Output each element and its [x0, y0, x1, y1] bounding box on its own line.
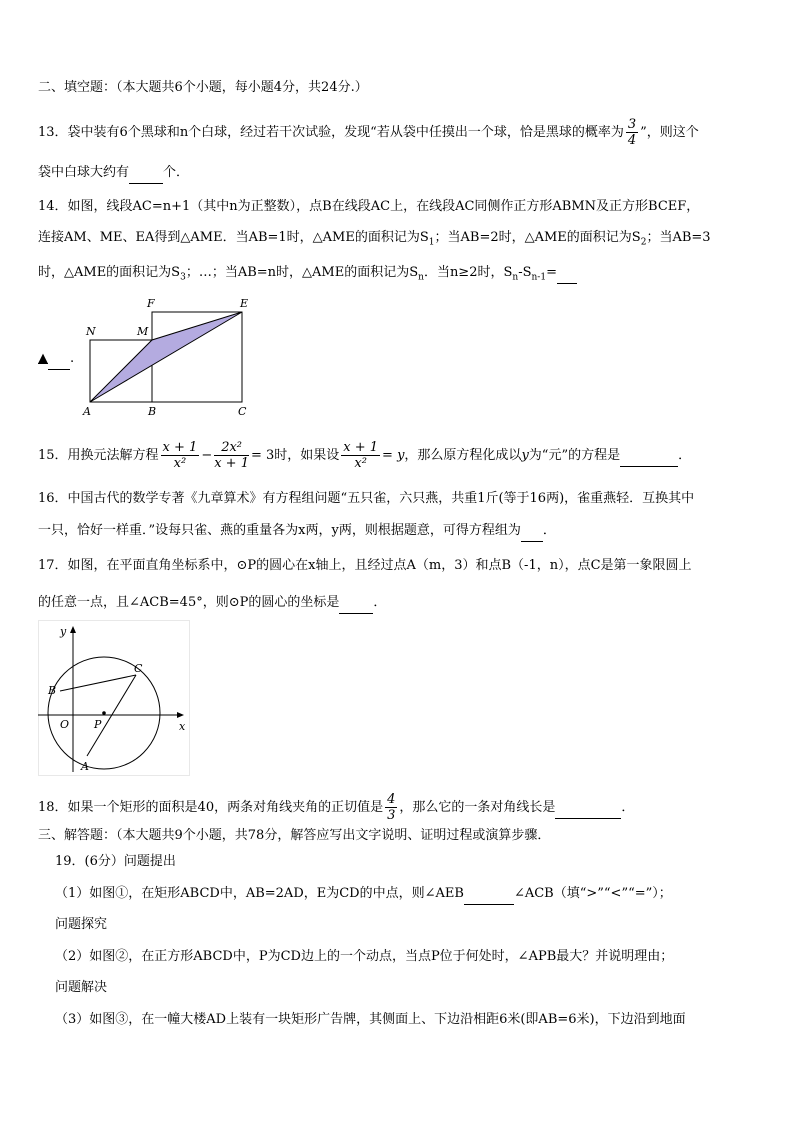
q15-text: 15．用换元法解方程 [38, 448, 159, 463]
q16-text: ． [542, 523, 556, 538]
question-13-line-1 [38, 117, 699, 148]
q13-text-b: ”，则这个 [640, 125, 699, 140]
q13-fraction-num: 3 [627, 117, 637, 132]
q14-text: ；当AB=3 [646, 230, 711, 245]
question-13-line-2 [38, 163, 189, 184]
q16-text: 一只，恰好一样重．”设每只雀、燕的重量各为x两，y两，则根据题意，可得方程组为 [38, 523, 521, 538]
q15-fraction-3 [341, 440, 380, 471]
label-e: E [240, 297, 249, 310]
label-n: N [86, 325, 96, 338]
q15-fraction-den: x² [354, 456, 367, 471]
q18-fraction-den: 3 [387, 808, 396, 823]
q18-text: ． [621, 800, 635, 815]
x-axis-arrow [177, 712, 184, 718]
q14-marker-dot: . [70, 351, 75, 366]
q14-text: ．当n≥2时，S [423, 265, 513, 280]
q14-text: 连接AM、ME、EA得到△AME．当AB=1时，△AME的面积记为S [38, 230, 429, 245]
q18-text: ，那么它的一条对角线长是 [399, 800, 556, 815]
q15-text: = 3时，如果设 [250, 448, 340, 463]
label-p: P [94, 718, 102, 731]
question-14-line-1: 14．如图，线段AC=n+1（其中n为正整数），点B在线段AC上，在线段AC同侧作正方形ABMN及正方形BCEF， [38, 199, 700, 214]
q14-sub: 3 [180, 272, 186, 283]
q18-text: 18．如果一个矩形的面积是40，两条对角线夹角的正切值是 [38, 800, 384, 815]
q15-fraction-den: x² [173, 456, 187, 471]
question-19-heading-solve: 问题解决 [55, 980, 108, 995]
q19-text: （1）如图①，在矩形ABCD中，AB=2AD，E为CD的中点，则∠AEB [55, 886, 464, 901]
question-16-line-2 [38, 521, 556, 542]
label-c: C [134, 662, 143, 675]
q14-marker-blank [48, 349, 70, 370]
figure-frame [39, 621, 190, 776]
q13-text-d: 个． [163, 165, 190, 180]
q15-eq-y: = y [382, 448, 405, 463]
q18-fraction [385, 792, 397, 823]
label-c: C [238, 405, 247, 418]
question-19-heading-explore: 问题探究 [55, 917, 108, 932]
q14-text: 时，△AME的面积记为S [38, 265, 181, 280]
q19-answer-blank[interactable] [464, 884, 514, 905]
q14-sub: n [418, 272, 424, 283]
section-3-heading: 三、解答题：（本大题共9个小题，共78分，解答应写出文字说明、证明过程或演算步骤． [38, 828, 551, 843]
label-b: B [48, 684, 57, 697]
question-19-part-1 [55, 884, 672, 905]
triangle-ame [90, 312, 242, 402]
label-o: O [60, 718, 70, 731]
q15-fraction-num: 2x² [214, 440, 249, 456]
label-m: M [137, 325, 149, 338]
q15-fraction-num: x + 1 [162, 440, 198, 455]
q13-text-c: 袋中白球大约有 [38, 165, 130, 180]
question-17-line-1: 17．如图，在平面直角坐标系中，⊙P的圆心在x轴上，且经过点A（m，3）和点B（-1，n），点C是第一象限圆上 [38, 558, 692, 573]
q15-text: ，那么原方程化成以 [404, 448, 522, 463]
q14-sub: n [512, 272, 519, 283]
q17-answer-blank[interactable] [339, 593, 373, 614]
y-axis-arrow [70, 626, 76, 633]
label-f: F [147, 297, 155, 310]
segment-bc [60, 675, 136, 691]
q14-text: -S [518, 265, 532, 280]
q14-answer-marker [38, 349, 74, 370]
q17-figure [38, 620, 190, 776]
label-a: A [81, 760, 89, 773]
question-19-part-2: （2）如图②，在正方形ABCD中，P为CD边上的一个动点，当点P位于何处时，∠APB最大？并说明理由； [55, 949, 674, 964]
q14-sub: n-1 [531, 272, 547, 283]
section-2-heading: 二、填空题：（本大题共6个小题，每小题4分，共24分.） [38, 80, 368, 95]
q13-text-a: 13．袋中装有6个黑球和n个白球，经过若干次试验，发现“若从袋中任摸出一个球，恰是黑球的概率为 [38, 125, 624, 140]
q15-fraction-1 [161, 440, 200, 471]
q14-sub: 1 [428, 237, 435, 248]
q14-triangle-marker: ▲ [38, 351, 48, 366]
label-b: B [148, 405, 157, 418]
q17-text: ． [373, 595, 387, 610]
question-19-title: 19．(6分）问题提出 [55, 854, 176, 869]
center-point [102, 711, 106, 715]
question-19-part-3: （3）如图③，在一幢大楼AD上装有一块矩形广告牌，其侧面上、下边沿相距6米(即AB=6米)，下边沿到地面 [55, 1012, 686, 1027]
q14-answer-blank[interactable] [557, 263, 577, 284]
question-14-line-2 [38, 228, 711, 253]
q14-figure [78, 293, 258, 423]
question-16-line-1: 16．中国古代的数学专著《九章算术》有方程组问题“五只雀，六只燕，共重1斤(等于16两)，雀重燕轻．互换其中 [38, 491, 695, 506]
label-y: y [60, 625, 67, 638]
label-x: x [179, 720, 186, 733]
q15-y: y [521, 448, 529, 463]
q19-text: ∠ACB（填“>”“<”“=”）； [513, 886, 672, 901]
q14-text: ；当AB=2时，△AME的面积记为S [434, 230, 641, 245]
q14-text: = [546, 265, 557, 280]
question-17-line-2 [38, 593, 386, 614]
q15-text: 为“元”的方程是 [528, 448, 621, 463]
question-18-line [38, 792, 634, 823]
q14-text: ；…；当AB=n时，△AME的面积记为S [185, 265, 419, 280]
q18-answer-blank[interactable] [555, 798, 621, 819]
q13-answer-blank[interactable] [129, 163, 163, 184]
q15-fraction-den: x + 1 [214, 456, 249, 471]
q13-fraction-den: 4 [627, 133, 637, 148]
q15-answer-blank[interactable] [620, 446, 678, 467]
q15-fraction-num: x + 1 [343, 440, 379, 455]
q15-text: ． [678, 448, 692, 463]
q15-fraction-2 [214, 440, 249, 471]
q16-answer-blank[interactable] [521, 521, 543, 542]
question-14-line-3 [38, 263, 577, 288]
label-a: A [83, 405, 91, 418]
q18-fraction-num: 4 [387, 792, 396, 807]
q17-text: 的任意一点，且∠ACB=45°，则⊙P的圆心的坐标是 [38, 595, 340, 610]
q15-minus: − [201, 448, 213, 463]
q13-fraction [626, 117, 638, 148]
q14-sub: 2 [640, 237, 647, 248]
question-15-line [38, 440, 691, 471]
